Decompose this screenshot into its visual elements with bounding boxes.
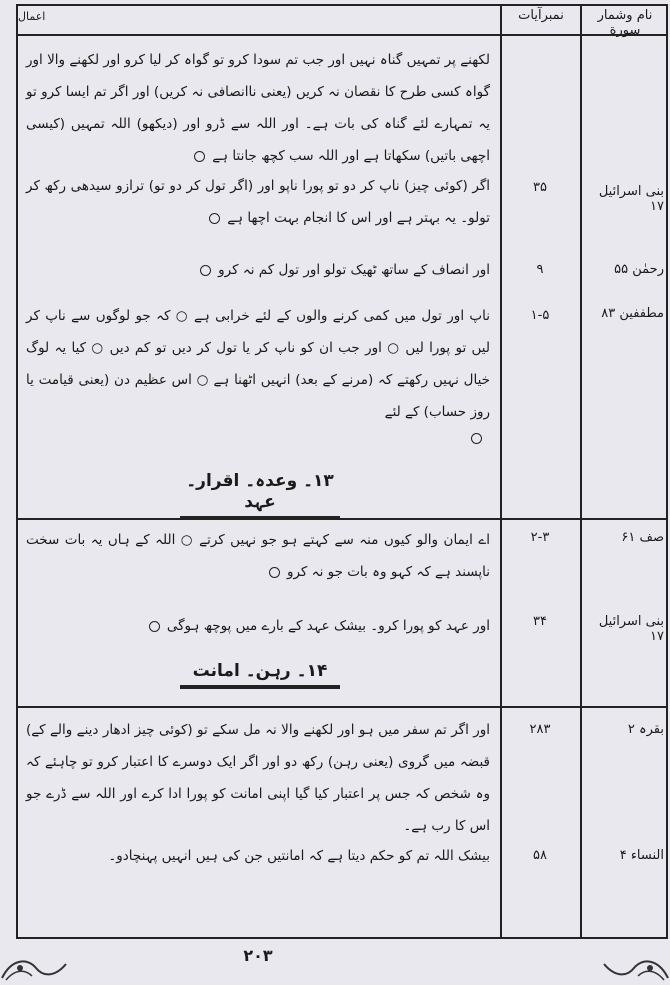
verse-end-icon bbox=[194, 151, 205, 162]
verse-end-icon bbox=[209, 213, 220, 224]
section-title: ۱۴۔ رہن۔ امانت bbox=[192, 661, 328, 681]
verse-end-icon bbox=[468, 428, 485, 447]
section-heading bbox=[180, 660, 340, 689]
ayat-number: ۵۸ bbox=[533, 848, 547, 863]
entry-text: ناپ اور تول میں کمی کرنے والوں کے لئے خرابی ہے ○ کہ جو لوگوں سے ناپ کر لیں تو پورا لیں ○ اور جب ان کو ناپ کر یا تول کر دیں تو کم دیں ○ کیا یہ لوگ خیال نہیں رکھتے کہ (مرنے کے بعد) انہیں اٹھنا ہے ○ اس عظیم دن (یعنی قیامت یا روز حساب) کے لئے bbox=[26, 308, 490, 420]
corner-ornament-right-icon bbox=[600, 952, 670, 982]
entry-text: لکھنے پر تمہیں گناہ نہیں اور جب تم سودا کرو تو گواہ کر لیا کرو اور لکھنے والا اور گواہ کسی طرح کا نقصان نہ کریں (یعنی ناانصافی نہ کریں) اور اگر تم ایسا کرو تو یہ تمہارے لئے گناہ کی بات ہے۔ اور اللہ سے ڈرو اور (دیکھو) اللہ تمہیں (کیسی اچھی باتیں) سکھاتا ہے اور اللہ سب کچھ جانتا ہے bbox=[26, 52, 490, 164]
verse-end-icon bbox=[200, 265, 211, 276]
sura-name: رحمٰن ۵۵ bbox=[614, 262, 664, 277]
entry-text: اگر (کوئی چیز) ناپ کر دو تو پورا ناپو اور (اگر تول کر دو تو) ترازو سیدھی رکھ کر تولو۔ یہ بہتر ہے اور اس کا انجام بہت اچھا ہے bbox=[26, 178, 490, 226]
column-header-sura: نام وشمار سورة bbox=[597, 8, 653, 38]
sura-name: بقرہ ۲ bbox=[627, 722, 664, 737]
verse-end-icon bbox=[269, 567, 280, 578]
ayat-number: ۲-۳ bbox=[530, 530, 550, 545]
sura-name: مطففین ۸۳ bbox=[601, 306, 664, 321]
column-divider-text bbox=[500, 4, 502, 939]
section-underline bbox=[180, 685, 340, 689]
sura-name: صف ۶۱ bbox=[621, 530, 664, 545]
sura-name: بنی اسرائیل ۱۷ bbox=[598, 614, 664, 644]
sura-name: بنی اسرائیل ۱۷ bbox=[598, 184, 664, 214]
entry-text: اور اگر تم سفر میں ہو اور لکھنے والا نہ مل سکے تو (کوئی چیز ادھار دینے والے کے) قبضہ میں گروی (یعنی رہن) رکھ دو اور اگر ایک دوسرے کا اعتبار کرو تو چاہئے کہ وہ شخص کہ جس پر اعتبار کیا گیا اپنی امانت کو پورا ادا کرے اور اللہ سے ڈرے جو اس کا رب ہے۔ bbox=[26, 722, 490, 834]
row-rule bbox=[16, 706, 668, 708]
ayat-number: ۲۸۳ bbox=[529, 722, 551, 737]
ayat-number: ۹ bbox=[536, 262, 544, 277]
entry-text: اور عہد کو پورا کرو۔ بیشک عہد کے بارے میں پوچھ ہوگی bbox=[26, 610, 490, 642]
page-number: ۲۰۳ bbox=[243, 946, 273, 965]
section-title: ۱۳۔ وعدہ۔ اقرار۔ عہد bbox=[186, 471, 334, 512]
sura-name: النساء ۴ bbox=[619, 848, 664, 863]
entry-text: بیشک اللہ تم کو حکم دیتا ہے کہ امانتیں جن کی ہیں انہیں پہنچادو۔ bbox=[108, 848, 490, 864]
ayat-number: ۱-۵ bbox=[530, 308, 550, 323]
ayat-number: ۳۵ bbox=[533, 180, 547, 195]
row-rule bbox=[16, 518, 668, 520]
corner-ornament-left-icon bbox=[0, 952, 70, 982]
verse-end-icon bbox=[149, 621, 160, 632]
column-header-ayat: نمبرآيات bbox=[518, 8, 564, 23]
running-title: اعمال bbox=[18, 10, 46, 23]
ayat-number: ۳۴ bbox=[533, 614, 547, 629]
entry-text: اور انصاف کے ساتھ ٹھیک تولو اور تول کم نہ کرو bbox=[26, 254, 490, 286]
column-divider-ayat bbox=[580, 4, 582, 939]
section-heading bbox=[180, 470, 340, 520]
header-rule bbox=[16, 34, 668, 36]
entry-text: اے ایمان والو کیوں منہ سے کہتے ہو جو نہیں کرتے ○ اللہ کے ہاں یہ بات سخت ناپسند ہے کہ کہو وہ بات جو نہ کرو bbox=[26, 532, 490, 580]
